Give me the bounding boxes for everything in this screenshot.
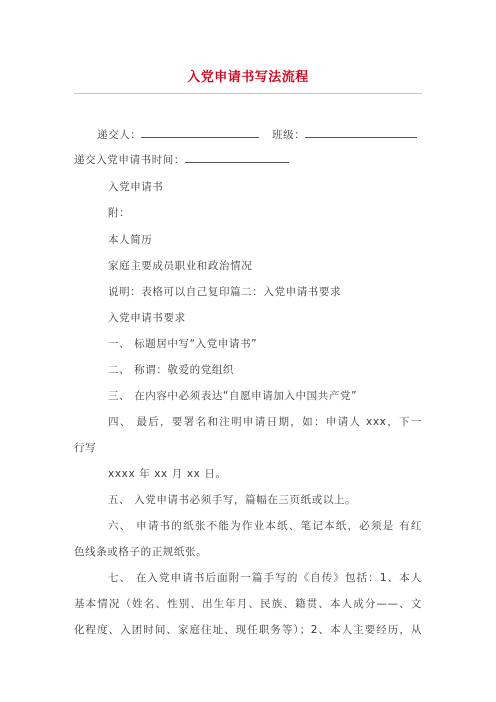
body-line: 家庭主要成员职业和政治情况 xyxy=(108,260,253,272)
body-line: 一、 标题居中写“入党申请书” xyxy=(108,338,258,350)
class-field xyxy=(272,126,417,142)
body-line: xxxx 年 xx 月 xx 日。 xyxy=(108,468,227,480)
body-line: 四、 最后，要署名和注明申请日期，如：申请人 xxx，下一 xyxy=(108,416,422,428)
body-line: 七、 在入党申请书后面附一篇手写的《自传》包括：1、本人 xyxy=(108,572,422,584)
body-line: 说明：表格可以自己复印篇二：入党申请书要求 xyxy=(108,286,342,298)
body-line: 六、 申请书的纸张不能为作业本纸、笔记本纸，必须是 有红 xyxy=(108,520,422,532)
body-line: 五、 入党申请书必须手写，篇幅在三页纸或以上。 xyxy=(108,494,357,506)
body-line: 行写 xyxy=(74,442,97,454)
document-title: 入党申请书写法流程 xyxy=(187,70,309,85)
submitter-field xyxy=(97,126,259,142)
submit-time-label: 递交入党申请书时间： xyxy=(74,154,185,166)
body-line: 本人简历 xyxy=(108,234,153,246)
body-line: 附： xyxy=(108,207,131,219)
submit-time-field xyxy=(74,151,289,167)
body-line: 入党申请书 xyxy=(108,181,164,193)
class-blank xyxy=(305,126,417,138)
title-divider xyxy=(74,93,422,94)
submitter-label: 递交人： xyxy=(97,129,142,141)
body-line: 三、 在内容中必须表达“自愿申请加入中国共产党” xyxy=(108,390,358,402)
submitter-blank xyxy=(141,126,259,138)
body-line: 色线条或格子的正规纸张。 xyxy=(74,546,208,558)
body-line: 二、 称谓：敬爱的党组织 xyxy=(108,364,235,376)
class-label: 班级： xyxy=(272,129,306,141)
body-line: 基本情况（姓名、性别、出生年月、民族、籍贯、本人成分——、文 xyxy=(74,598,422,610)
body-line: 化程度、入团时间、家庭住址、现任职务等）；2、本人主要经历，从 xyxy=(74,624,422,636)
submit-time-blank xyxy=(185,151,289,163)
body-line: 入党申请书要求 xyxy=(108,312,186,324)
